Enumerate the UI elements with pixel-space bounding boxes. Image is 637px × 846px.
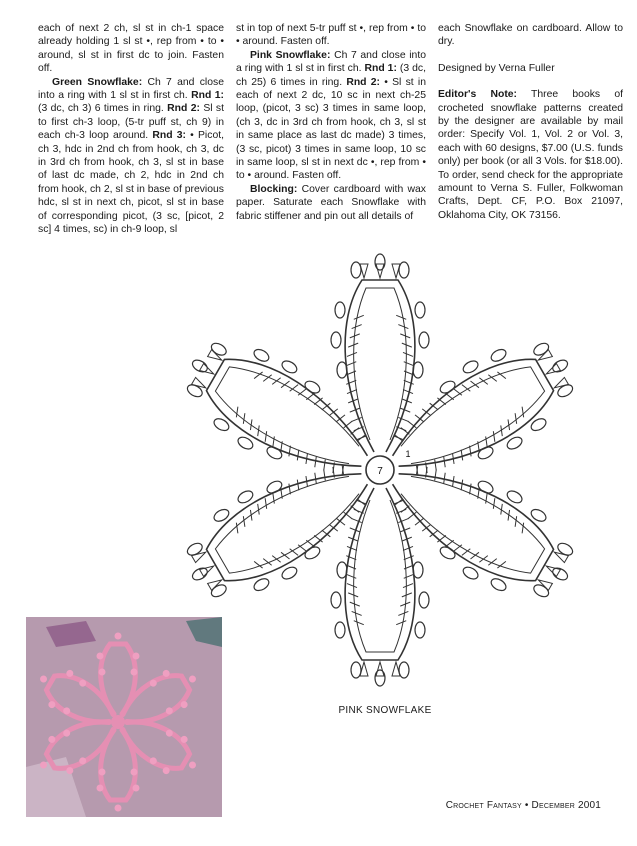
sc-stitch [497,370,505,381]
sc-stitch [402,343,412,347]
sc-stitch [352,611,362,615]
rnd-label: Rnd 2: [346,76,381,88]
sc-stitch [320,470,328,481]
picot [209,582,228,599]
picot [415,622,425,638]
picot [303,545,322,562]
rnd-label: Rnd 1: [191,90,224,102]
sc-stitch [254,370,262,381]
dc-stitch [376,662,384,676]
chart-inner-loop [209,356,367,478]
heading-blocking: Blocking: [250,183,298,195]
sc-stitch [396,315,406,319]
snowflake-photo-illustration [26,617,222,817]
sc-stitch [394,500,404,504]
sc-stitch [505,419,513,430]
picot [375,254,385,270]
picot [351,262,361,278]
text-span: Sl st to first ch-3 loop, (5-tr puff st, ch 9) in each ch-3 loop around. [38,103,225,142]
dc-stitch [536,576,552,590]
sc-stitch [402,593,412,597]
sc-stitch [479,376,487,387]
chart-loop [345,280,415,452]
picot [351,662,361,678]
picot [252,347,271,364]
photo-picot [99,669,106,676]
sc-stitch [431,470,439,481]
sc-stitch [351,426,359,437]
chart-arm [331,254,429,452]
dc-stitch [200,364,216,378]
picot [303,379,322,396]
picot [375,670,385,686]
picot [419,332,429,348]
picot [335,622,345,638]
text-span: Ch 7 and close into a ring with 1 sl st in first ch. [38,76,224,102]
center-ring-label: 7 [377,466,383,477]
sc-stitch [404,574,414,578]
sc-stitch [281,550,289,561]
sc-stitch [497,425,505,436]
photo-center [111,715,125,729]
sc-stitch [352,325,362,329]
sc-stitch [398,611,408,615]
sc-stitch [254,559,262,570]
sc-stitch [281,379,289,390]
sc-stitch [401,504,409,515]
diagram-caption: PINK SNOWFLAKE [338,705,432,716]
photo-picot [115,633,122,640]
paragraph-pink-snowflake [236,49,426,183]
dc-stitch [536,350,552,364]
dc-stitch [552,377,568,391]
designer-credit: Designed by Verna Fuller [438,62,555,74]
dc-stitch [192,377,208,391]
picot [280,359,299,376]
dc-stitch [208,350,224,364]
picot [419,592,429,608]
pattern-column-2 [236,22,426,223]
picot [252,576,271,593]
text-span: (3 dc, ch 3) 6 times in ring. [38,103,168,115]
picot [489,576,508,593]
heading-editors-note: Editor's Note: [438,89,518,101]
sc-stitch [348,343,358,347]
sc-stitch [351,504,359,515]
chart-inner-loop [393,462,551,584]
picot [335,302,345,318]
chart-inner-loop [209,462,367,584]
photo-picot [133,785,140,792]
sc-stitch [497,504,505,515]
text-span: • Picot, ch 3, hdc in 2nd ch from hook, ch 3, dc in 3rd ch from hook, ch 3, sl st in base of last dc made, ch 2, hdc in 2nd ch from hook, ch 2, sl st in base of previous hdc, sl st in next ch, picot, sl st in base of corresponding picot, (3 sc, [picot, 2 sc] 4 times, sc) in ch-9 loop, sl [38,130,224,236]
sc-stitch [403,390,413,394]
start-marker-label: 1 [405,449,411,459]
paragraph-continued: st in top of next 5-tr puff st •, rep from • to • around. Fasten off. [236,23,426,48]
picot [337,362,347,378]
page-footer [446,800,601,811]
sc-stitch [346,362,356,366]
dc-stitch [552,549,568,563]
sc-stitch [470,379,478,390]
sc-stitch [254,504,262,515]
sc-stitch [497,559,505,570]
sc-stitch [505,510,513,521]
picot [532,341,551,358]
magazine-name: Crochet Fantasy [445,800,522,811]
photo-picot [131,769,138,776]
picot [337,562,347,578]
paragraph-blocking [236,183,426,223]
sc-stitch [348,593,358,597]
picot [399,262,409,278]
picot [280,565,299,582]
text-span: (3 dc, ch 25) 6 times in ring. [236,63,426,88]
sc-stitch [396,621,406,625]
sc-stitch [479,554,487,565]
photo-picot [97,785,104,792]
snowflake-chart [180,250,580,690]
text-span: Ch 7 and close into a ring with 1 sl st in first ch. [236,49,427,75]
sc-stitch [347,390,357,394]
sc-stitch [398,325,408,329]
pattern-column-3 [438,22,623,222]
chart-inner-loop [393,356,551,478]
picot [331,592,341,608]
chart-arm [180,320,389,504]
paragraph-green-snowflake [38,76,224,237]
dc-stitch [544,563,560,577]
sc-stitch [272,554,280,565]
sc-stitch [404,362,414,366]
sc-stitch [431,460,439,471]
dc-stitch [376,264,384,278]
text-span: Three books of crocheted snowflake patterns created by the designer are available by mail order: Specify Vol. 1, Vol. 2 or Vol. 3, each with 60 designs, $7.00 (U.S. funds only) per book (or all 3 Vols. for $18.00). To order, send check for the appropriate amount to Verna S. Fuller, Folkwoman Crafts, Dept. CF, P.O. Box 21097, Oklahoma City, OK 73156. [438,89,624,221]
sc-stitch [254,425,262,436]
picot [331,332,341,348]
sc-stitch [354,621,364,625]
photo-picot [97,653,104,660]
dc-stitch [192,549,208,563]
sc-stitch [320,460,328,471]
heading-green-snowflake: Green Snowflake: [52,76,143,88]
sc-stitch [403,352,413,356]
text-span: • Sl st in each of next 2 dc, 10 sc in next ch-25 loop, (picot, 3 sc) 3 times in same loop, (ch 3, dc in 3rd ch from hook, ch 3, sl st in same place as last dc made) 3 times, (3 sc, picot) 3 times in same loop, 10 sc in same loop, sl st in next dc •, rep from • to • around. Fasten off. [236,76,427,182]
dc-stitch [208,576,224,590]
paragraph-allow-dry: each Snowflake on cardboard. Allow to dry. [438,23,623,48]
rnd-label: Rnd 2: [167,103,200,115]
sc-stitch [403,584,413,588]
rnd-label: Rnd 1: [364,63,397,75]
picot [399,662,409,678]
sc-stitch [247,419,255,430]
sc-stitch [346,574,356,578]
sc-stitch [403,546,413,550]
picot [461,565,480,582]
photo-picot [99,769,106,776]
text-span: Cover cardboard with wax paper. Saturate each Snowflake with fabric stiffener and pin out all details of [236,183,426,222]
paragraph-rnd-end: each of next 2 ch, sl st in ch-1 space already holding 1 sl st •, rep from • to • around, sl st in first dc to join. Fasten off. [38,23,224,75]
picot [489,347,508,364]
picot [209,341,228,358]
chart-arm [180,437,389,621]
dc-stitch [200,563,216,577]
chart-arm [371,437,580,621]
finished-snowflake-photo [26,617,222,817]
picot [461,359,480,376]
issue-date: December 2001 [531,800,601,811]
heading-pink-snowflake: Pink Snowflake: [250,49,331,61]
sc-stitch [272,376,280,387]
rnd-label: Rnd 3: [152,130,186,142]
photo-picot [133,653,140,660]
chart-arm [331,488,429,686]
sc-stitch [401,426,409,437]
sc-stitch [347,352,357,356]
sc-stitch [247,510,255,521]
photo-picot [131,669,138,676]
picot [438,379,457,396]
picot [532,582,551,599]
chart-arm [371,320,580,504]
sc-stitch [354,315,364,319]
dc-stitch [544,364,560,378]
picot [413,562,423,578]
picot [415,302,425,318]
picot [438,545,457,562]
sc-stitch [470,550,478,561]
photo-picot [115,805,122,812]
chart-loop [345,488,415,660]
footer-separator: • [521,800,532,811]
paragraph-editors-note [438,88,623,222]
pattern-column-1 [38,22,224,237]
picot [413,362,423,378]
sc-stitch [347,584,357,588]
sc-stitch [347,546,357,550]
